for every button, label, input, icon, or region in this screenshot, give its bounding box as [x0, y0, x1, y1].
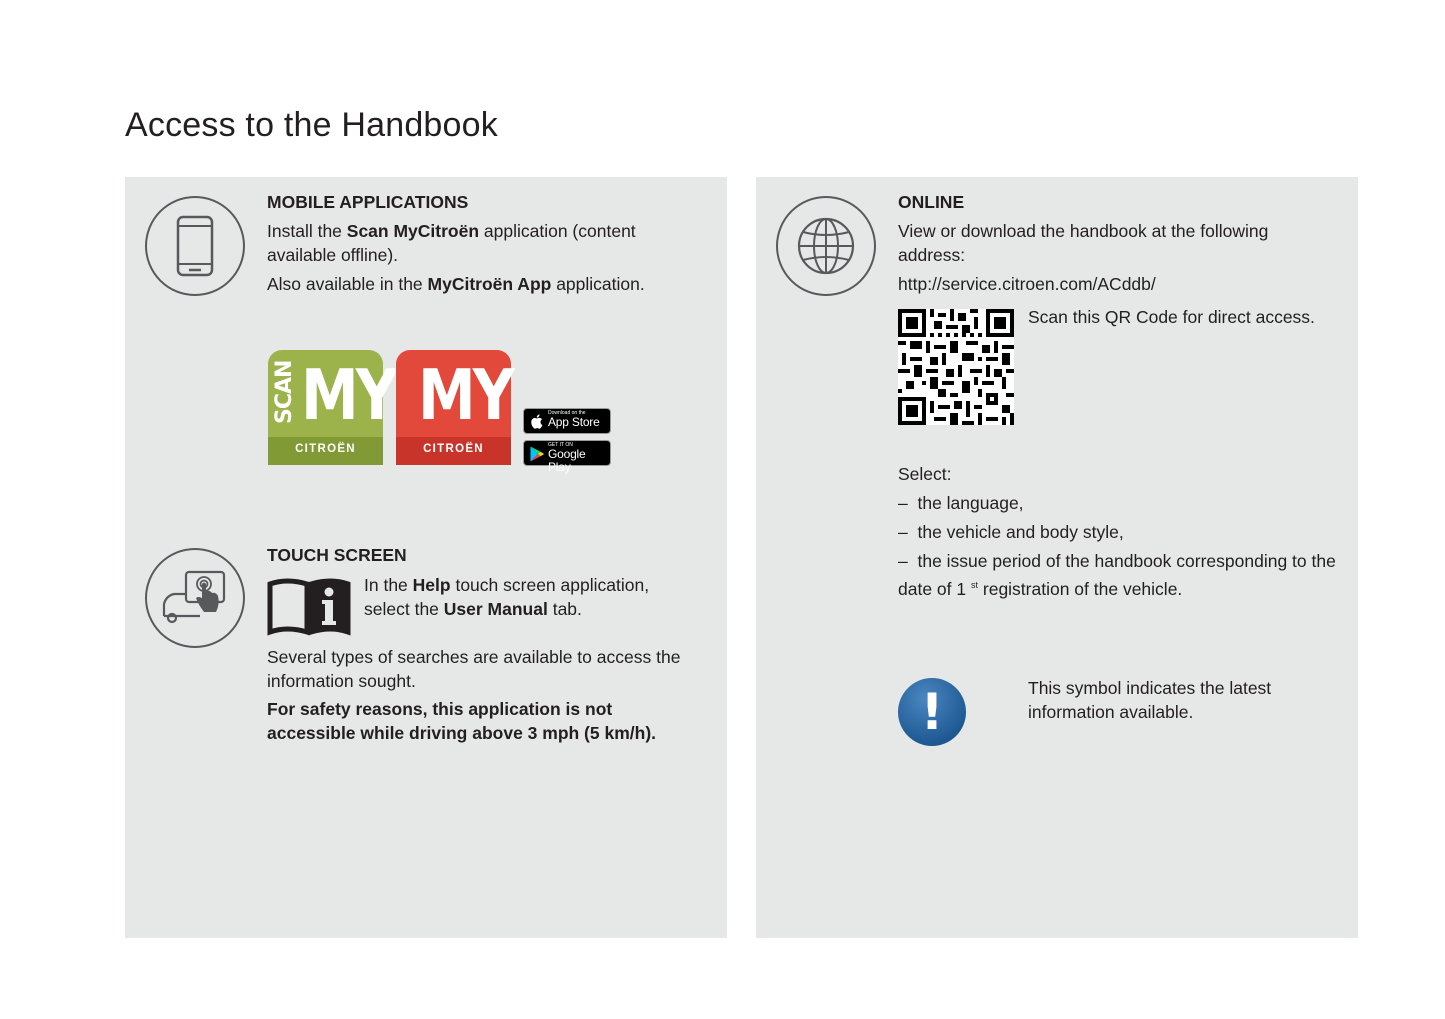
list-item: – the language,	[898, 493, 1024, 513]
install-text: Install the Scan MyCitroën application (content available offline).	[267, 221, 636, 265]
info-exclamation-icon: !	[898, 678, 966, 746]
app-store-small: Download on the	[548, 410, 586, 416]
also-available-text: Also available in the MyCitroën App application.	[267, 274, 645, 294]
scan-mycitroen-app-icon[interactable]	[268, 350, 395, 465]
google-play-icon	[530, 446, 544, 462]
app-store-badge[interactable]	[523, 408, 611, 434]
app-store-name: App Store	[548, 415, 600, 429]
online-heading: ONLINE	[898, 192, 965, 212]
select-label: Select:	[898, 464, 952, 484]
qr-caption: Scan this QR Code for direct access.	[1028, 307, 1315, 327]
google-play-badge[interactable]	[523, 440, 611, 474]
handbook-url[interactable]: http://service.citroen.com/ACddb/	[898, 274, 1156, 294]
page-title: Access to the Handbook	[125, 106, 498, 144]
searches-text: Several types of searches are available to access the information sought.	[267, 647, 681, 691]
my-label: MY	[418, 354, 512, 436]
qr-code[interactable]	[898, 309, 1014, 425]
list-item: – the vehicle and body style,	[898, 522, 1124, 542]
mycitroen-app-icon[interactable]	[396, 350, 511, 465]
help-text: In the Help touch screen application, select the User Manual tab.	[364, 575, 650, 619]
user-manual-book-icon	[267, 578, 351, 636]
touch-screen-icon	[145, 548, 245, 648]
list-item: – the issue period of the handbook corresponding to the date of 1 $^{st}$ registration of the vehicle.	[898, 551, 1336, 599]
scan-label: SCAN	[272, 360, 297, 424]
smartphone-icon	[145, 196, 245, 296]
google-play-small: GET IT ON	[548, 442, 573, 448]
brand-label: CITROËN	[268, 437, 383, 465]
safety-warning: For safety reasons, this application is not accessible while driving above 3 mph (5 km/h).	[267, 699, 657, 743]
globe-icon	[776, 196, 876, 296]
brand-label: CITROËN	[396, 437, 511, 465]
my-label: MY	[301, 354, 395, 436]
apple-icon	[530, 414, 543, 429]
mobile-heading: MOBILE APPLICATIONS	[267, 192, 469, 212]
google-play-name: Google Play	[548, 447, 586, 474]
view-download-text: View or download the handbook at the following address:	[898, 221, 1269, 265]
info-text: This symbol indicates the latest information available.	[1028, 678, 1272, 722]
touch-screen-heading: TOUCH SCREEN	[267, 545, 407, 565]
